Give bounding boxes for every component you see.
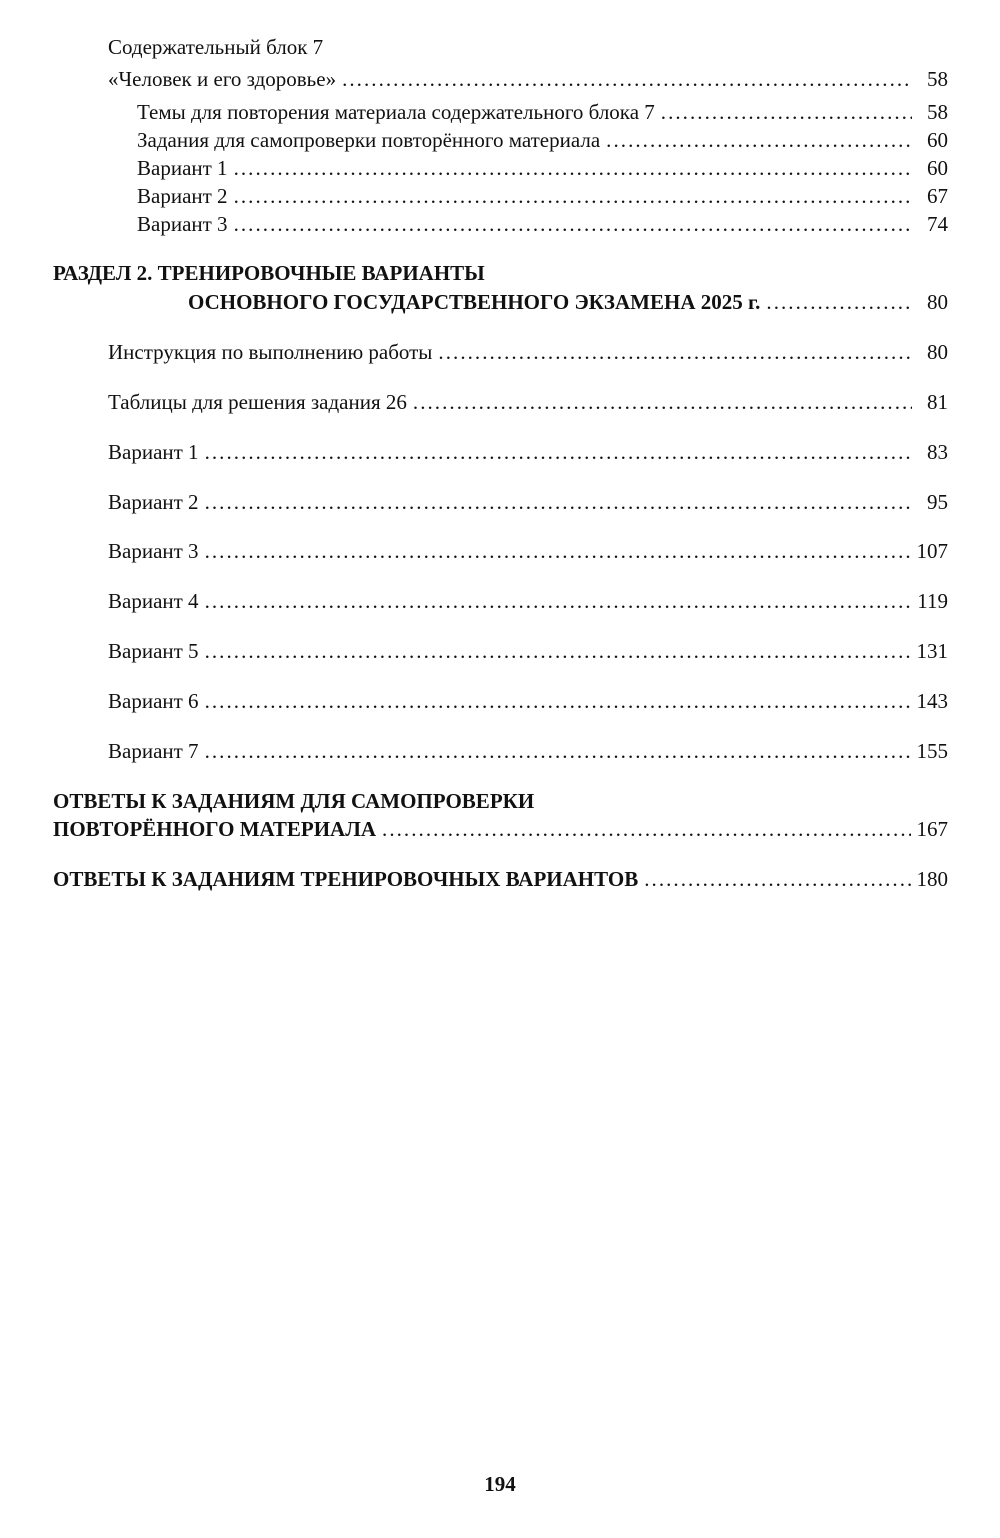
toc-entry-label: Вариант 5 <box>108 639 199 663</box>
toc-entry-label: Инструкция по выполнению работы <box>108 340 433 364</box>
dot-leader <box>606 127 912 153</box>
toc-entry-variant-1[interactable] <box>108 439 948 465</box>
dot-leader <box>205 688 911 714</box>
toc-entry-page: 60 <box>927 156 948 180</box>
toc-entry-page: 67 <box>927 184 948 208</box>
toc-entry-block7-topics[interactable] <box>137 99 948 125</box>
dot-leader <box>234 211 912 237</box>
dot-leader <box>342 66 912 92</box>
section2-heading: РАЗДЕЛ 2. ТРЕНИРОВОЧНЫЕ ВАРИАНТЫ <box>53 261 485 285</box>
toc-entry-label: Вариант 2 <box>137 184 228 208</box>
dot-leader <box>766 289 912 315</box>
dot-leader <box>205 489 912 515</box>
toc-entry-variant-6[interactable] <box>108 688 948 714</box>
dot-leader <box>661 99 912 125</box>
toc-entry-answers-selfcheck[interactable] <box>53 816 948 842</box>
toc-entry-variant-5[interactable] <box>108 638 948 664</box>
toc-entry-variant-7[interactable] <box>108 738 948 764</box>
toc-entry-block7-variant-3[interactable] <box>137 211 948 237</box>
toc-entry-page: 80 <box>927 340 948 364</box>
toc-entry-block7-variant-2[interactable] <box>137 183 948 209</box>
toc-entry-variant-3[interactable] <box>108 538 948 564</box>
answers-selfcheck-heading: ОТВЕТЫ К ЗАДАНИЯМ ДЛЯ САМОПРОВЕРКИ <box>53 789 535 813</box>
toc-entry-label: Вариант 3 <box>108 539 199 563</box>
toc-entry-page: 155 <box>916 739 948 763</box>
block7-heading: Содержательный блок 7 <box>108 35 324 59</box>
toc-entry-tables-task-26[interactable] <box>108 389 948 415</box>
toc-entry-page: 167 <box>916 817 948 841</box>
page-number: 194 <box>484 1472 516 1496</box>
toc-entry-page: 58 <box>927 100 948 124</box>
toc-entry-label: «Человек и его здоровье» <box>108 67 337 91</box>
toc-entry-label: Вариант 1 <box>137 156 228 180</box>
dot-leader <box>413 389 912 415</box>
toc-entry-page: 58 <box>927 67 948 91</box>
dot-leader <box>205 588 912 614</box>
toc-entry-section2[interactable] <box>188 289 948 315</box>
toc-entry-label: Вариант 1 <box>108 440 199 464</box>
toc-entry-block7-tasks[interactable] <box>137 127 948 153</box>
toc-entry-label: Вариант 2 <box>108 490 199 514</box>
toc-entry-label: ОСНОВНОГО ГОСУДАРСТВЕННОГО ЭКЗАМЕНА 2025 г. <box>188 290 761 314</box>
toc-entry-answers-variants[interactable] <box>53 866 948 892</box>
dot-leader <box>382 816 910 842</box>
toc-entry-page: 83 <box>927 440 948 464</box>
dot-leader <box>205 439 912 465</box>
toc-entry-label: Вариант 7 <box>108 739 199 763</box>
dot-leader <box>205 638 911 664</box>
toc-entry-label: Вариант 4 <box>108 589 199 613</box>
toc-entry-label: Вариант 6 <box>108 689 199 713</box>
toc-entry-page: 81 <box>927 390 948 414</box>
toc-entry-label: Таблицы для решения задания 26 <box>108 390 407 414</box>
toc-entry-variant-2[interactable] <box>108 489 948 515</box>
toc-entry-label: Задания для самопроверки повторённого материала <box>137 128 601 152</box>
dot-leader <box>644 866 910 892</box>
toc-entry-page: 131 <box>916 639 948 663</box>
dot-leader <box>234 155 912 181</box>
toc-entry-label: Темы для повторения материала содержательного блока 7 <box>137 100 655 124</box>
toc-entry-instructions[interactable] <box>108 339 948 365</box>
toc-entry-page: 95 <box>927 490 948 514</box>
toc-entry-page: 143 <box>916 689 948 713</box>
toc-entry-page: 80 <box>927 290 948 314</box>
toc-entry-block7-title[interactable] <box>108 66 948 92</box>
toc-entry-label: Вариант 3 <box>137 212 228 236</box>
dot-leader <box>205 538 911 564</box>
toc-entry-label: ПОВТОРЁННОГО МАТЕРИАЛА <box>53 817 377 841</box>
toc-entry-block7-variant-1[interactable] <box>137 155 948 181</box>
toc-entry-page: 180 <box>916 867 948 891</box>
dot-leader <box>234 183 912 209</box>
toc-entry-page: 60 <box>927 128 948 152</box>
dot-leader <box>438 339 912 365</box>
toc-entry-variant-4[interactable] <box>108 588 948 614</box>
dot-leader <box>205 738 911 764</box>
toc-entry-page: 74 <box>927 212 948 236</box>
toc-entry-label: ОТВЕТЫ К ЗАДАНИЯМ ТРЕНИРОВОЧНЫХ ВАРИАНТОВ <box>53 867 639 891</box>
toc-entry-page: 119 <box>917 589 948 613</box>
toc-entry-page: 107 <box>916 539 948 563</box>
